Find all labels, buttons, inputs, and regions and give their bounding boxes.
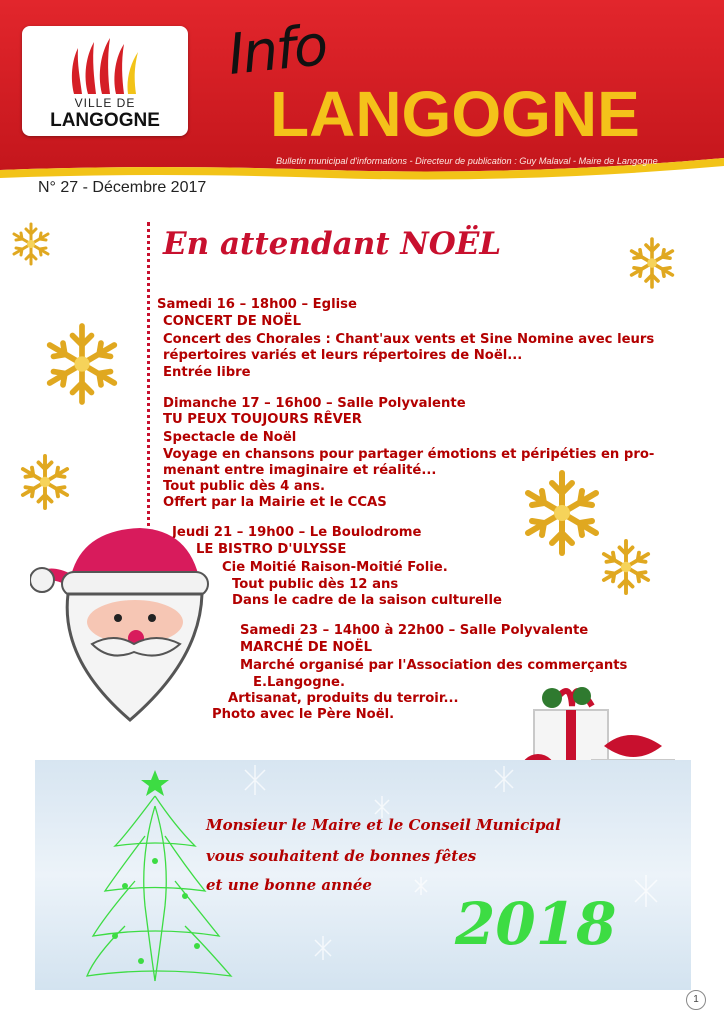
event-title: TU PEUX TOUJOURS RÊVER [163,412,362,427]
info-word: Info [224,13,330,88]
snowflake-icon [528,473,596,553]
event-description: Tout public dès 12 ans [232,577,399,592]
event-description: E.Langogne. [253,675,345,690]
event-description: Cie Moitié Raison-Moitié Folie. [222,560,448,575]
event-description: menant entre imaginaire et réalité... [163,463,437,478]
bulletin-subtitle: Bulletin municipal d'informations - Directeur de publication : Guy Malaval - Maire de Langogne [276,156,658,166]
event-description: Concert des Chorales : Chant'aux vents et Sine Nomine avec leurs [163,332,655,347]
event-title: MARCHÉ DE NOËL [240,640,373,655]
page-number: 1 [686,990,706,1010]
event-description: Marché organisé par l'Association des commerçants [240,658,628,673]
event-description: répertoires variés et leurs répertoires de Noël... [163,348,523,363]
new-year: 2018 [455,890,617,958]
logo-city-name: LANGOGNE [50,110,160,131]
snowflake-icon [14,224,48,264]
event-description: Artisanat, produits du terroir... [228,691,459,706]
santa-icon [30,520,230,730]
publication-title: LANGOGNE [270,78,640,150]
wish-line: et une bonne année [206,876,372,894]
logo-ville-text: VILLE DE [74,96,136,110]
event-date-line: Dimanche 17 – 16h00 – Salle Polyvalente [163,396,466,411]
event-description: Tout public dès 4 ans. [163,479,326,494]
main-title: En attendant NOËL [163,226,502,262]
event-description: Spectacle de Noël [163,430,297,445]
event-description: Photo avec le Père Noël. [212,707,395,722]
event-title: CONCERT DE NOËL [163,314,301,329]
event-date-line: Jeudi 21 – 19h00 – Le Boulodrome [172,525,422,540]
snowflake-icon [604,541,648,593]
event-date-line: Samedi 23 – 14h00 à 22h00 – Salle Polyvalente [240,623,589,638]
snowflake-icon [50,326,115,402]
issue-number: N° 27 - Décembre 2017 [38,179,207,196]
event-date-line: Samedi 16 – 18h00 – Eglise [157,297,357,312]
event-description: Entrée libre [163,365,251,380]
event-description: Voyage en chansons pour partager émotions et péripéties en pro- [163,447,655,462]
event-description: Offert par la Mairie et le CCAS [163,495,387,510]
event-description: Dans le cadre de la saison culturelle [232,593,502,608]
snowflake-icon [23,456,67,508]
event-title: LE BISTRO D'ULYSSE [196,542,347,557]
snowflake-icon [632,239,673,287]
wish-line: Monsieur le Maire et le Conseil Municipal [206,816,561,834]
wish-line: vous souhaitent de bonnes fêtes [206,847,477,865]
